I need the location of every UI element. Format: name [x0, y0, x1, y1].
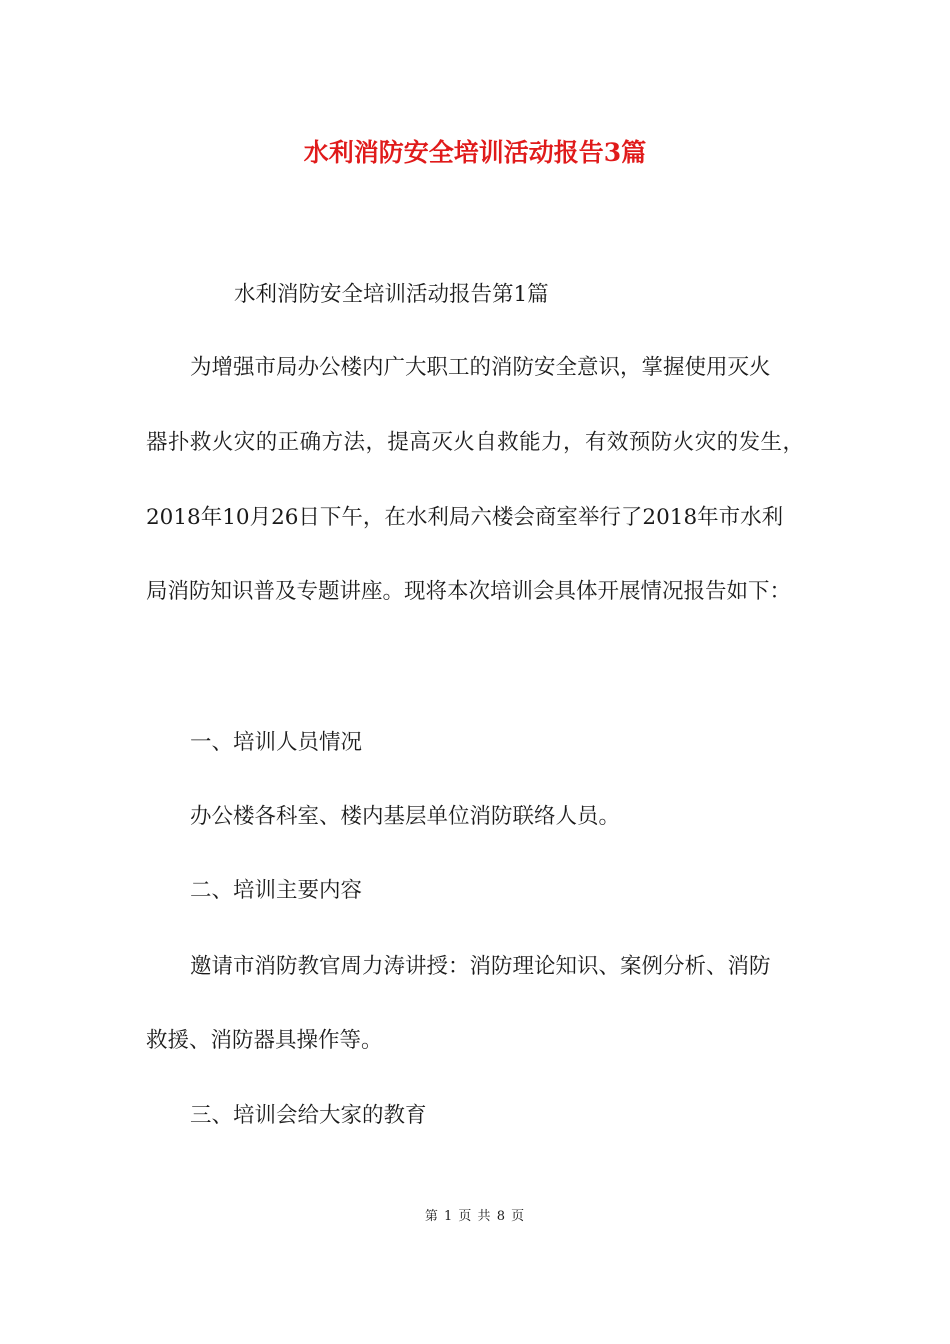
section-2-line-2: 救援、消防器具操作等。 [146, 1028, 383, 1053]
section-1-body: 办公楼各科室、楼内基层单位消防联络人员。 [190, 804, 621, 829]
page-number-footer: 第 1 页 共 8 页 [424, 1209, 526, 1224]
document-title: 水利消防安全培训活动报告3篇 [303, 138, 647, 167]
section-1-heading: 一、培训人员情况 [190, 730, 363, 755]
section-2-line-1: 邀请市消防教官周力涛讲授：消防理论知识、案例分析、消防 [190, 954, 771, 979]
intro-line-4: 局消防知识普及专题讲座。现将本次培训会具体开展情况报告如下： [146, 579, 792, 604]
intro-line-1: 为增强市局办公楼内广大职工的消防安全意识，掌握使用灭火 [190, 355, 771, 380]
intro-line-3: 2018年10月26日下午，在水利局六楼会商室举行了2018年市水利 [146, 505, 784, 530]
section-3-heading: 三、培训会给大家的教育 [190, 1103, 427, 1128]
article-subtitle: 水利消防安全培训活动报告第1篇 [234, 282, 549, 307]
section-2-heading: 二、培训主要内容 [190, 878, 363, 903]
intro-line-2: 器扑救火灾的正确方法，提高灭火自救能力，有效预防火灾的发生， [146, 430, 804, 455]
